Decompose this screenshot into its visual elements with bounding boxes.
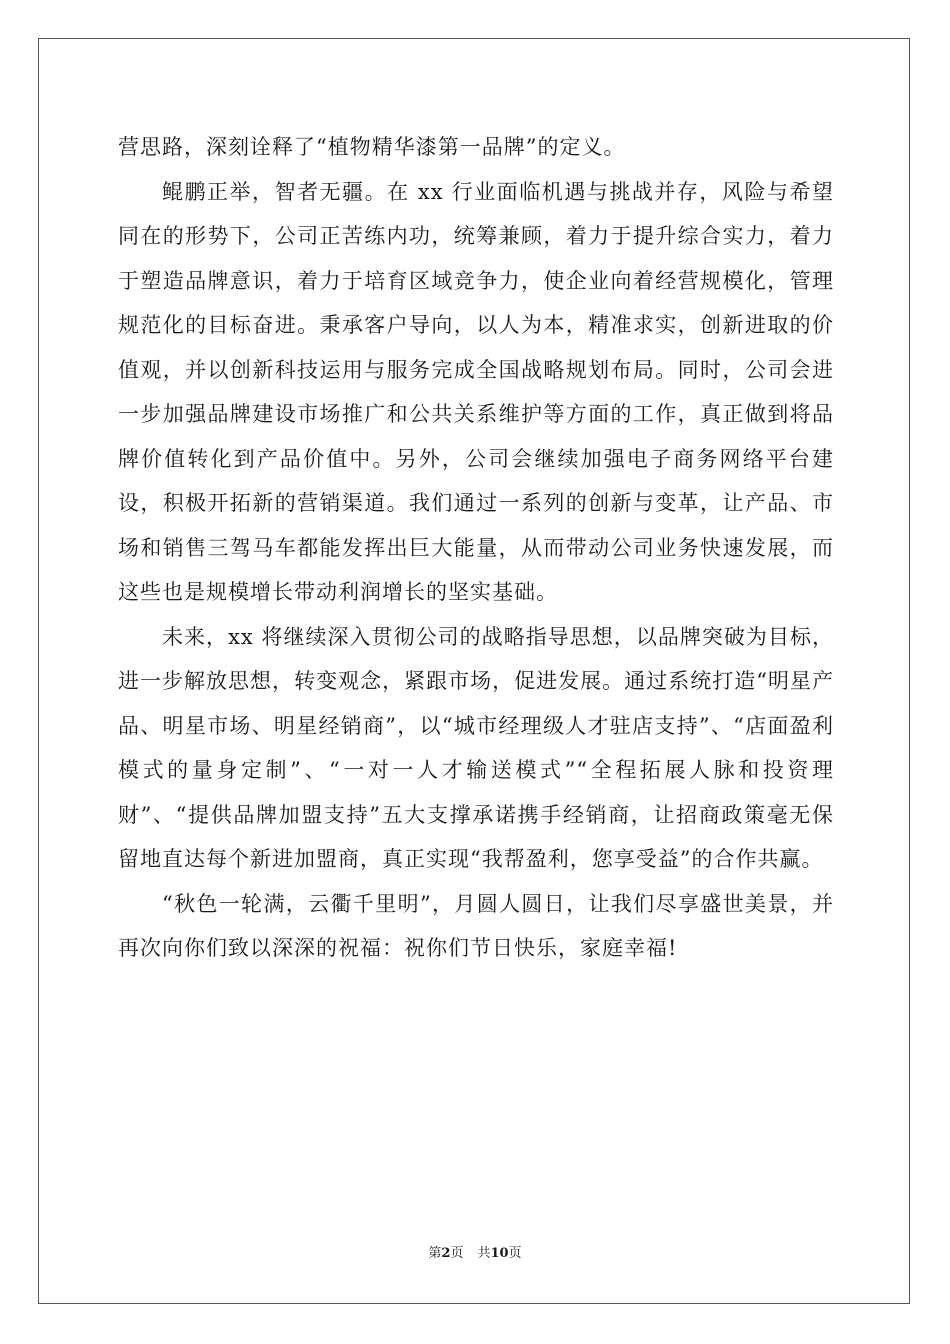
paragraph-strategy: 鲲鹏正举，智者无疆。在 xx 行业面临机遇与挑战并存，风险与希望同在的形势下，公司正苦练内功，统筹兼顾，着力于提升综合实力，着力于塑造品牌意识，着力于培育区域竞争力，使企业向着经营规模化，管理规范化的目标奋进。秉承客户导向，以人为本，精准求实，创新进取的价值观，并以创新科技运用与服务完成全国战略规划布局。同时，公司会进一步加强品牌建设市场推广和公共关系维护等方面的工作，真正做到将品牌价值转化到产品价值中。另外，公司会继续加强电子商务网络平台建设，积极开拓新的营销渠道。我们通过一系列的创新与变革，让产品、市场和销售三驾马车都能发挥出巨大能量，从而带动公司业务快速发展，而这些也是规模增长带动利润增长的坚实基础。 [118, 179, 834, 604]
page-suffix: 页 [450, 1246, 464, 1261]
total-prefix: 共 [477, 1246, 491, 1261]
paragraph-future: 未来，xx 将继续深入贯彻公司的战略指导思想，以品牌突破为目标，进一步解放思想，转变观念，紧跟市场，促进发展。通过系统打造“明星产品、明星市场、明星经销商”，以“城市经理级人才驻店支持”、“店面盈利模式的量身定制”、“一对一人才输送模式”“全程拓展人脉和投资理财”、“提供品牌加盟支持”五大支撑承诺携手经销商，让招商政策毫无保留地直达每个新进加盟商，真正实现“我帮盈利，您享受益”的合作共赢。 [118, 624, 834, 871]
total-suffix: 页 [508, 1246, 522, 1261]
total-pages: 10 [490, 1246, 509, 1261]
paragraph-blessing: “秋色一轮满，云衢千里明”，月圆人圆日，让我们尽享盛世美景，并再次向你们致以深深的祝福：祝你们节日快乐，家庭幸福! [118, 891, 834, 960]
paragraph-continuation: 营思路，深刻诠释了“植物精华漆第一品牌”的定义。 [118, 135, 626, 159]
document-body [118, 125, 834, 971]
page-number: 2 [441, 1246, 451, 1261]
page-prefix: 第 [428, 1246, 442, 1261]
page-footer [0, 1242, 950, 1261]
